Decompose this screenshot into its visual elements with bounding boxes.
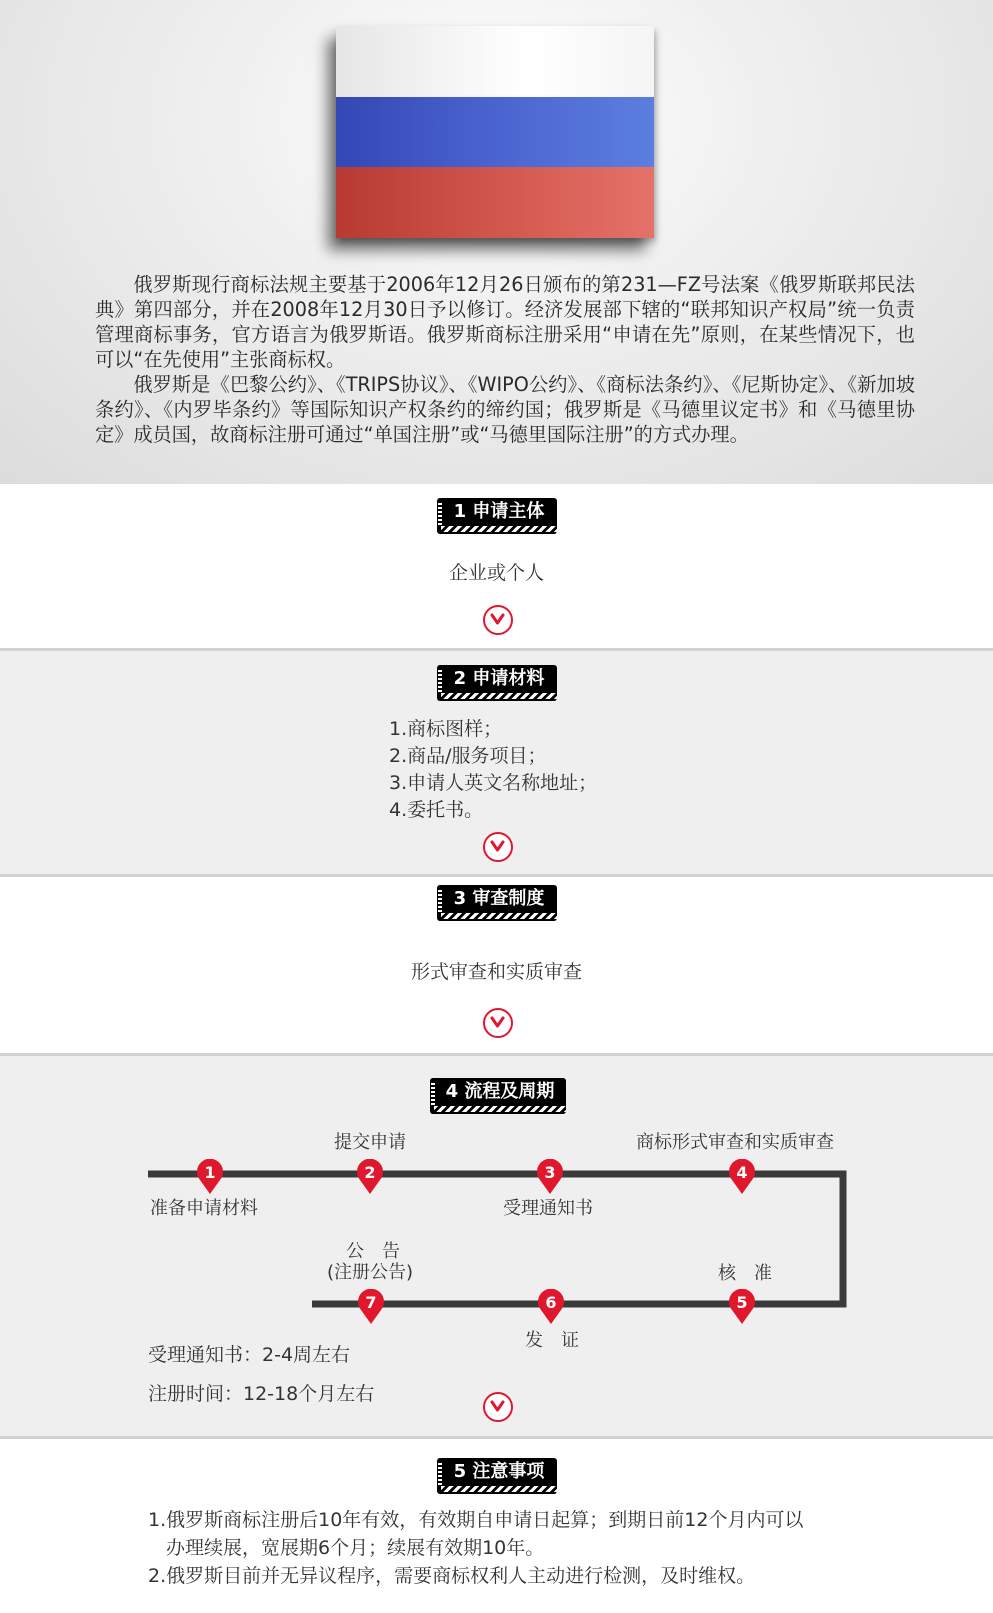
step-1-label: 准备申请材料 <box>150 1198 258 1219</box>
step-7-sublabel: (注册公告) <box>327 1262 414 1283</box>
examination-content: 形式审查和实质审查 <box>410 961 582 983</box>
step-4-label: 商标形式审查和实质审查 <box>636 1132 834 1153</box>
materials-list <box>389 716 597 824</box>
step-6-pin-icon: 6 <box>537 1289 565 1325</box>
flag-stripe-red <box>336 167 654 238</box>
step-4-pin-icon: 4 <box>728 1159 756 1195</box>
step-7-pin-icon: 7 <box>357 1289 385 1325</box>
intro-paragraph-1: 俄罗斯现行商标法规主要基于2006年12月26日颁布的第231—FZ号法案《俄罗斯联邦民法典》第四部分，并在2008年12月30日予以修订。经济发展部下辖的“联邦知识产权局”统一负责管理商标事务，官方语言为俄罗斯语。俄罗斯商标注册采用“申请在先”原则，在某些情况下，也可以“在先使用”主张商标权。 <box>95 273 915 371</box>
section-tag-4-label: 4 流程及周期 <box>445 1081 555 1102</box>
section-tag-3-label: 3 审查制度 <box>453 888 545 909</box>
intro-text <box>95 272 915 447</box>
list-item: 2.商品/服务项目； <box>389 745 547 767</box>
chevron-down-icon <box>483 605 513 635</box>
section-notes <box>0 1439 993 1613</box>
section-tag-5-label: 5 注意事项 <box>453 1461 545 1482</box>
list-item: 1.商标图样； <box>389 718 503 740</box>
chevron-down-icon <box>483 832 513 862</box>
flag-stripe-blue <box>336 97 654 168</box>
step-2-pin-icon: 2 <box>356 1159 384 1195</box>
section-tag-3 <box>437 885 557 921</box>
step-6-label: 发 证 <box>525 1330 579 1351</box>
section-materials <box>0 651 993 877</box>
timing-acceptance: 受理通知书：2-4周左右 <box>148 1344 351 1366</box>
step-3-pin-icon: 3 <box>536 1159 564 1195</box>
step-5-pin-icon: 5 <box>728 1289 756 1325</box>
chevron-down-icon <box>483 1008 513 1038</box>
section-tag-1-label: 1 申请主体 <box>453 501 545 522</box>
timing-registration: 注册时间：12-18个月左右 <box>148 1383 375 1405</box>
list-item: 3.申请人英文名称地址； <box>389 772 598 794</box>
intro-paragraph-2: 俄罗斯是《巴黎公约》、《TRIPS协议》、《WIPO公约》、《商标法条约》、《尼斯协定》、《新加坡条约》、《内罗毕条约》等国际知识产权条约的缔约国；俄罗斯是《马德里议定书》和《马德里协定》成员国，故商标注册可通过“单国注册”或“马德里国际注册”的方式办理。 <box>95 373 915 446</box>
step-1-pin-icon: 1 <box>196 1159 224 1195</box>
notes-list <box>148 1506 968 1590</box>
intro-banner <box>0 0 993 484</box>
note-2: 2.俄罗斯目前并无异议程序，需要商标权利人主动进行检测，及时维权。 <box>148 1565 756 1587</box>
section-process <box>0 1056 993 1438</box>
section-tag-2-label: 2 申请材料 <box>453 668 545 689</box>
note-1-line-1: 1.俄罗斯商标注册后10年有效，有效期自申请日起算；到期日前12个月内可以 <box>148 1509 804 1531</box>
chevron-down-icon <box>483 1392 513 1422</box>
section-examination <box>0 877 993 1053</box>
step-5-label: 核 准 <box>718 1263 772 1284</box>
section-tag-1 <box>437 498 557 534</box>
russia-flag-image <box>336 26 654 238</box>
note-1-line-2: 办理续展，宽展期6个月；续展有效期10年。 <box>166 1537 545 1559</box>
flag-stripe-white <box>336 26 654 97</box>
step-2-label: 提交申请 <box>334 1132 406 1153</box>
applicant-content: 企业或个人 <box>448 562 544 584</box>
step-3-label: 受理通知书 <box>503 1198 593 1219</box>
list-item: 4.委托书。 <box>389 799 484 821</box>
step-7-label: 公 告 <box>346 1241 400 1262</box>
section-tag-2 <box>437 665 557 701</box>
section-tag-5 <box>437 1458 557 1494</box>
section-applicant <box>0 484 993 650</box>
